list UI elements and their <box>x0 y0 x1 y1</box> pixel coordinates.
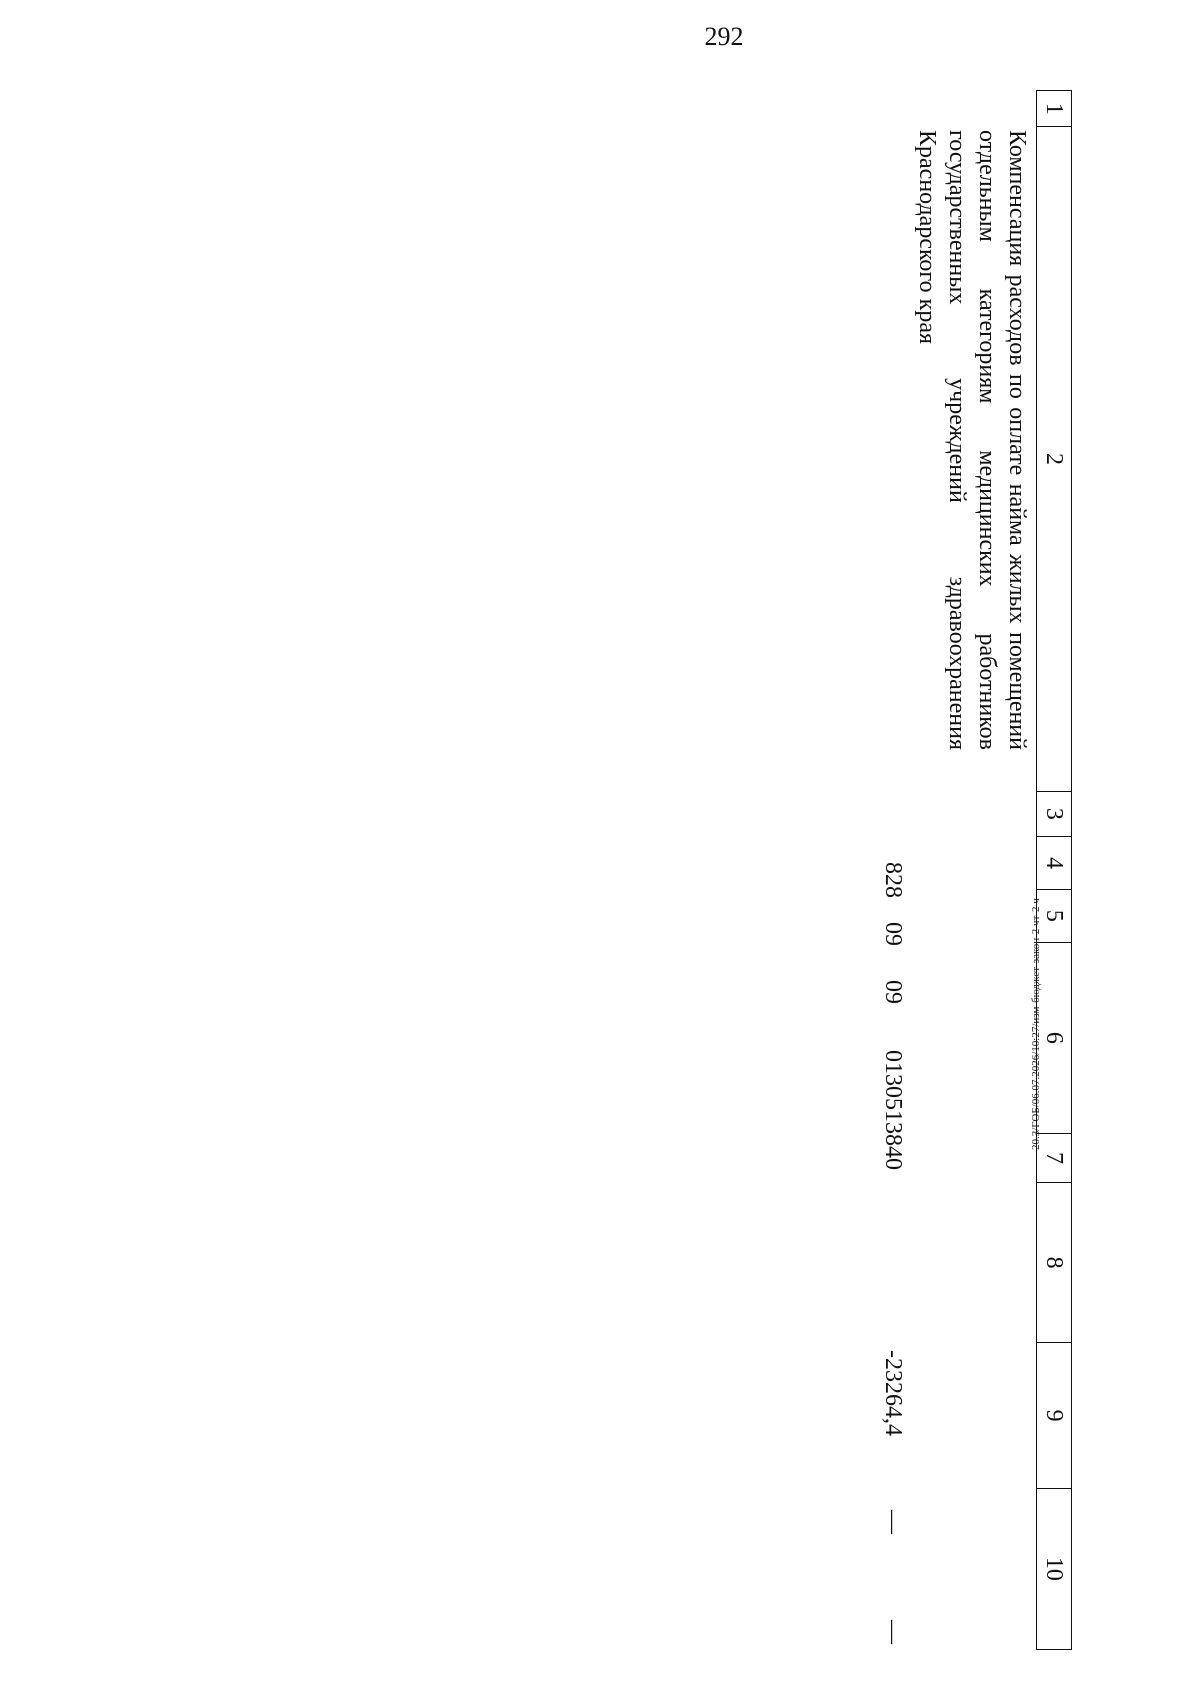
col-header-9: 9 <box>1037 1343 1071 1489</box>
col-header-10: 10 <box>1041 1556 1067 1581</box>
page-number: 292 <box>704 22 744 51</box>
cell-c3: 828 <box>880 862 906 898</box>
row-description: Компенсация расходов по оплате найма жилых помещений отдельным категориям медицинских работников государственных учреждений здравоохранения Краснодарского края <box>914 130 1030 750</box>
col-header-7: 7 <box>1037 1134 1071 1183</box>
col-header-2: 2 <box>1037 127 1071 791</box>
cell-c8: -23264,4 <box>880 1350 906 1436</box>
cell-c6: 0130513840 <box>880 1050 906 1170</box>
col-header-6: 6 <box>1037 943 1071 1134</box>
cell-c5: 09 <box>880 980 906 1004</box>
col-header-3: 3 <box>1037 792 1071 838</box>
cell-c4: 09 <box>880 922 906 946</box>
col-header-1: 1 <box>1037 91 1071 127</box>
cell-c9: — <box>880 1510 906 1534</box>
col-header-5: 5 <box>1037 890 1071 943</box>
table-header <box>1036 90 1072 1650</box>
footer-code: 20.3/ГОБ/06.07.2026/10:27/изм-бюджет-закон-2 чт-2 ч <box>1030 898 1042 1150</box>
cell-c10: — <box>880 1620 906 1644</box>
budget-table <box>212 90 1072 1650</box>
col-header-8: 8 <box>1037 1183 1071 1343</box>
col-header-4: 4 <box>1037 837 1071 890</box>
